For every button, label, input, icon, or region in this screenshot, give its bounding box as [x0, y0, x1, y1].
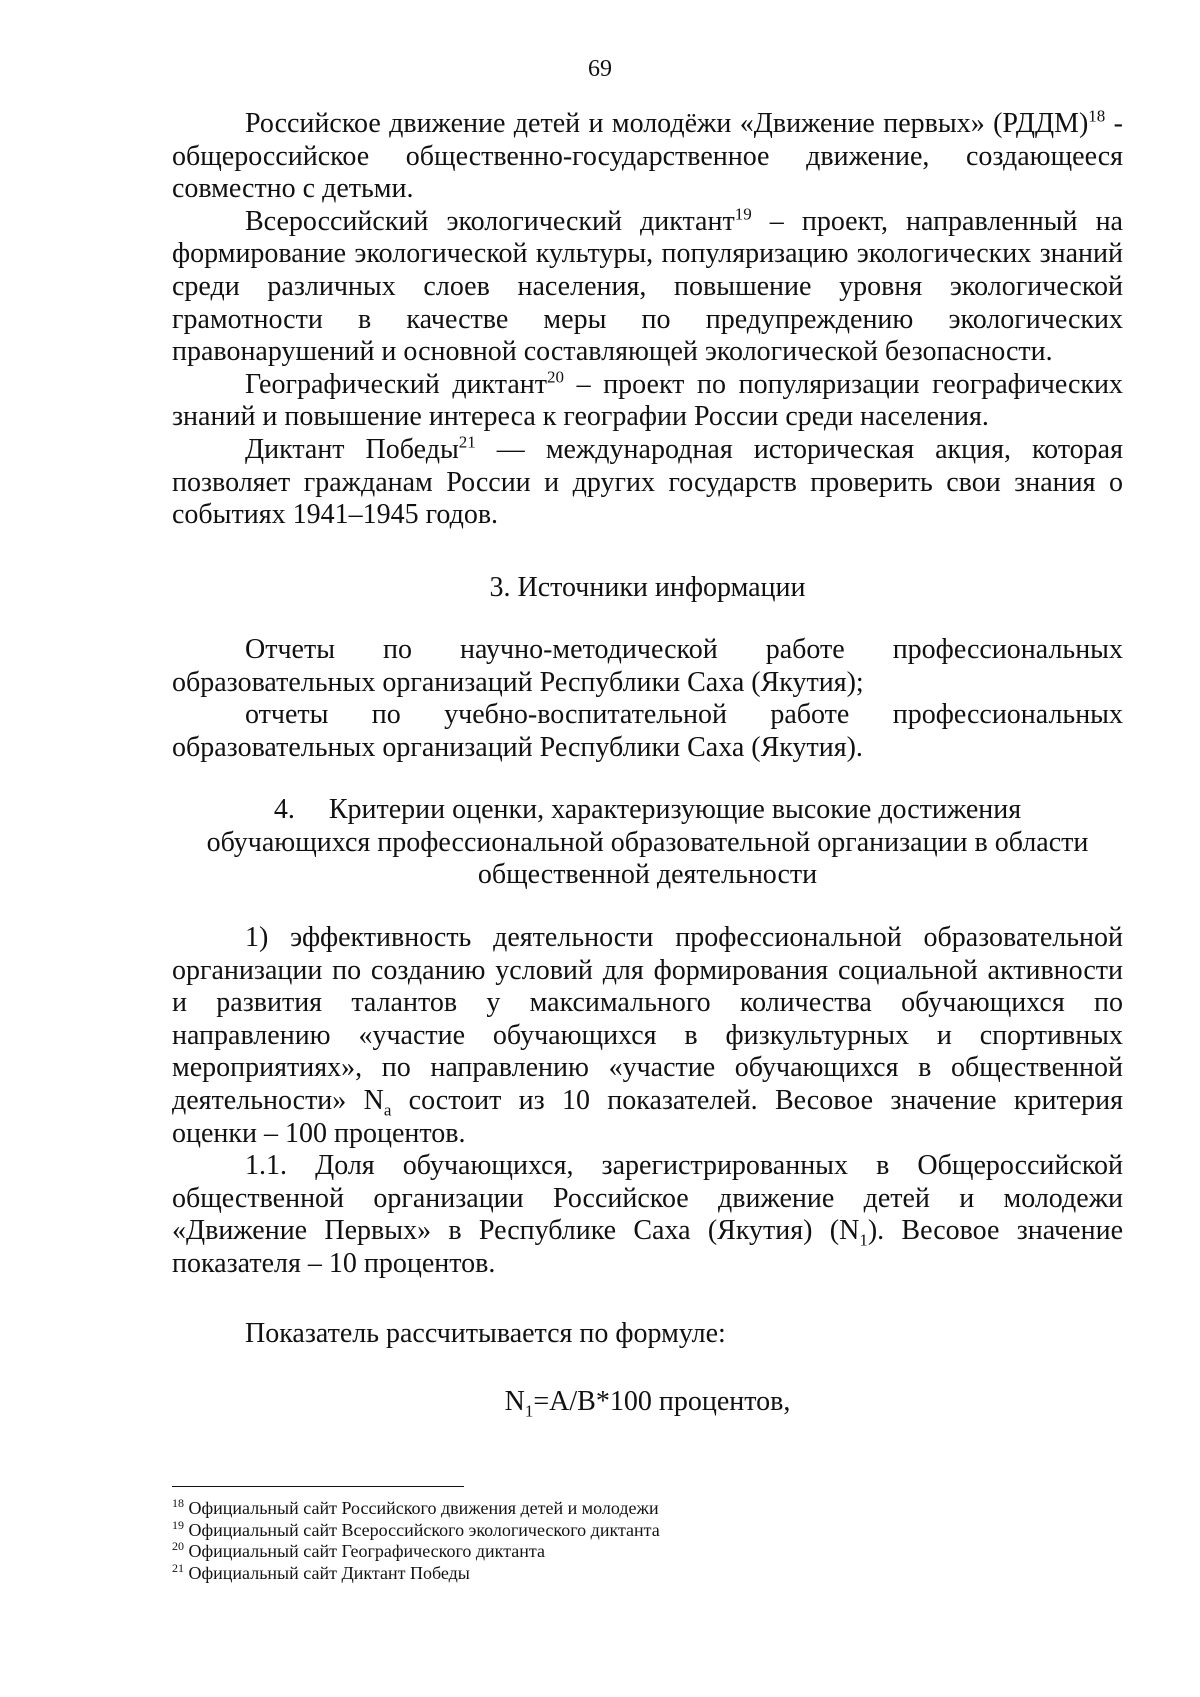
- definitions-block: [172, 108, 1123, 532]
- criterion-1-text-cont: состоит из 10 показателей. Весовое значение критерия оценки – 100 процентов.: [172, 1084, 1123, 1149]
- footnote-text: Официальный сайт Всероссийского экологического диктанта: [184, 1519, 660, 1540]
- paragraph-eco-dictation: [172, 206, 1123, 369]
- footnote-19: [172, 1517, 872, 1542]
- page-number: 69: [588, 56, 612, 82]
- victory-text: Диктант Победы: [245, 433, 459, 465]
- footnote-text: Официальный сайт Географического диктанта: [184, 1541, 545, 1561]
- criterion-1-text: 1) эффективность деятельности профессиональной образовательной организации по созданию условий для формирования социальной активности и развития талантов у максимального количества обучающихся по направлению «участие обучающихся в физкультурных и спортивных мероприятиях», по направлению «участие обучающихся в общественной деятельности» N: [172, 922, 1123, 1116]
- formula-intro: Показатель рассчитывается по формуле:: [245, 1318, 726, 1349]
- footnote-ref-19: 19: [734, 204, 752, 224]
- indicator-1-1: [172, 1150, 1123, 1280]
- section-3-heading: 3. Источники информации: [489, 572, 806, 603]
- victory-text-cont: — международная историческая акция, которая позволяет гражданам России и других государств проверить свои знания о событиях 1941–1945 годов.: [172, 433, 1123, 531]
- criterion-1: [172, 922, 1123, 1150]
- rddm-text: Российское движение детей и молодёжи «Движение первых» (РДДМ): [245, 108, 1089, 139]
- eco-text: Всероссийский экологический диктант: [245, 205, 735, 237]
- section-4-number: 4.: [273, 794, 295, 825]
- footnotes: [172, 1498, 872, 1584]
- section-4-heading-line-2: обучающихся профессиональной образовательной организации в области: [206, 826, 1089, 858]
- formula-block: [172, 1386, 1123, 1419]
- footnote-ref-18: 18: [1088, 106, 1106, 126]
- footnote-number: 21: [172, 1560, 184, 1575]
- criterion-1-subscript: а: [383, 1100, 392, 1120]
- footnote-separator: [172, 1486, 464, 1487]
- footnote-18: [172, 1498, 872, 1520]
- footnote-21: [172, 1560, 872, 1585]
- indicator-1-1-text-cont: ). Весовое значение показателя – 10 процентов.: [172, 1215, 1124, 1279]
- section-4-title-start: Критерии оценки, характеризующие высокие достижения: [328, 794, 1022, 825]
- formula-subscript: 1: [524, 1401, 534, 1421]
- section-3: [172, 572, 1123, 605]
- section-4-heading-line-1: [172, 794, 1123, 827]
- geo-text: Географический диктант: [245, 368, 548, 400]
- formula-expression: =A/B*100 процентов,: [533, 1386, 791, 1417]
- source-item-2: отчеты по учебно-воспитательной работе профессиональных образовательных организаций Республики Саха (Якутия).: [172, 699, 1123, 763]
- footnote-20: [172, 1541, 872, 1563]
- formula: [172, 1386, 1123, 1419]
- source-item-1: Отчеты по научно-методической работе профессиональных образовательных организаций Республики Саха (Якутия);: [172, 634, 1123, 698]
- footnote-ref-20: 20: [547, 367, 565, 387]
- section-3-sources: [172, 634, 1123, 764]
- footnote-ref-21: 21: [458, 432, 476, 452]
- indicator-1-1-text: 1.1. Доля обучающихся, зарегистрированных в Общероссийской общественной организации Российское движение детей и молодежи «Движение Первых» в Республике Саха (Якутия) (N: [172, 1150, 1123, 1247]
- formula-variable: N: [504, 1386, 525, 1417]
- footnote-text: Официальный сайт Диктант Победы: [184, 1562, 470, 1583]
- indicator-1-1-subscript: 1: [859, 1230, 868, 1250]
- criteria-block: [172, 922, 1123, 1281]
- paragraph-victory-dictation: [172, 434, 1123, 532]
- paragraph-geo-dictation: [172, 369, 1123, 434]
- rddm-text-cont: - общероссийское общественно-государственное движение, создающееся совместно с детьми.: [172, 108, 1123, 205]
- footnote-number: 18: [172, 1496, 184, 1510]
- footnote-number: 20: [172, 1539, 184, 1553]
- footnote-text: Официальный сайт Российского движения детей и молодежи: [184, 1498, 659, 1518]
- section-4-heading-line-3: общественной деятельности: [477, 859, 818, 891]
- eco-text-cont: – проект, направленный на формирование экологической культуры, популяризацию экологических знаний среди различных слоев населения, повышение уровня экологической грамотности в качестве меры по предупреждению экологических правонарушений и основной составляющей экологической безопасности.: [172, 205, 1123, 368]
- formula-intro-block: [172, 1318, 1123, 1351]
- footnote-number: 19: [172, 1517, 184, 1532]
- paragraph-rddm: [172, 108, 1123, 206]
- section-4-heading: [172, 794, 1123, 892]
- geo-text-cont: – проект по популяризации географических знаний и повышение интереса к географии России среди населения.: [172, 368, 1124, 433]
